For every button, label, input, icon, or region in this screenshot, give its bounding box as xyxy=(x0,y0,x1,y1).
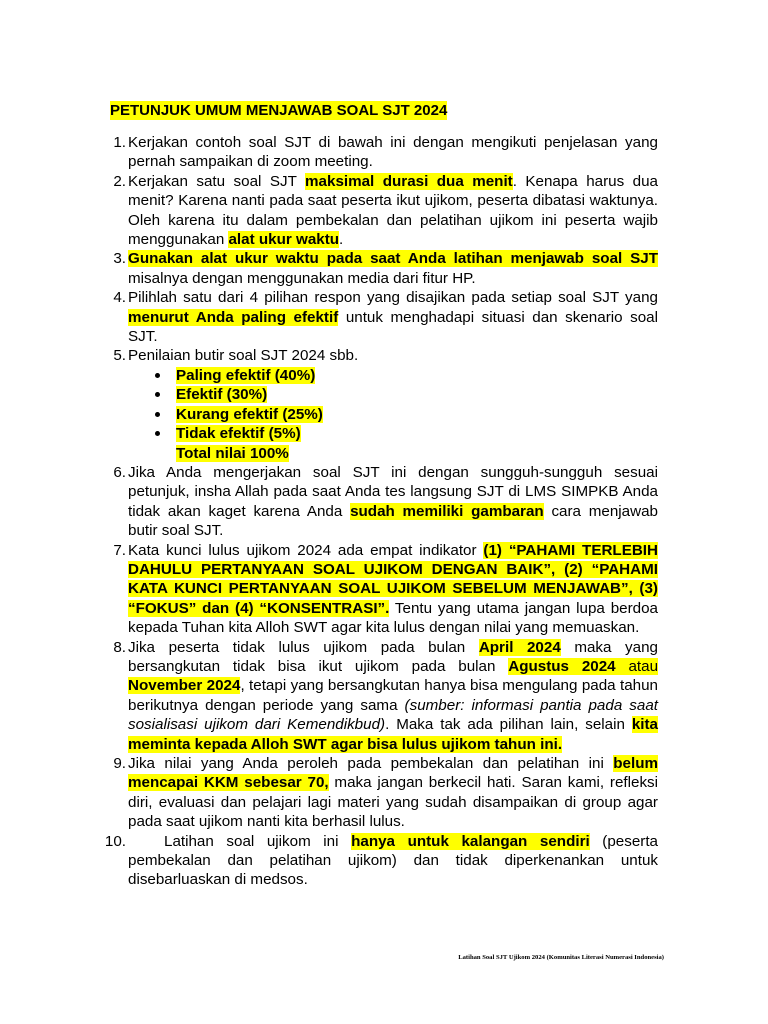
highlighted-text: Gunakan alat ukur waktu pada saat Anda latihan menjawab soal SJT xyxy=(128,250,658,268)
total-label: Total nilai 100% xyxy=(176,444,289,462)
score-list xyxy=(128,366,658,463)
item-number: 7. xyxy=(113,541,126,559)
item-text: Pilihlah satu dari 4 pilihan respon yang disajikan pada setiap soal SJT yang xyxy=(128,289,658,307)
score-item xyxy=(128,385,658,404)
highlighted-text: belum mencapai KKM sebesar 70, xyxy=(128,755,658,792)
item-text: Jika nilai yang Anda peroleh pada pembekalan dan pelatihan ini xyxy=(128,755,614,772)
item-number: 9. xyxy=(113,755,126,772)
item-number: 10. xyxy=(104,832,126,850)
page-footer: Latihan Soal SJT Ujikom 2024 (Komunitas Literasi Numerasi Indonesia) xyxy=(458,954,664,961)
score-label: Tidak efektif (5%) xyxy=(176,425,301,443)
item-number: 3. xyxy=(113,250,126,268)
item-text: Latihan soal ujikom ini xyxy=(164,832,352,850)
score-item xyxy=(128,424,658,443)
item-text: maka yang bersangkutan tidak bisa ikut ujikom pada bulan xyxy=(128,638,658,675)
item-text: . xyxy=(339,231,344,249)
list-item-8 xyxy=(90,638,658,754)
bullet-icon xyxy=(155,431,160,436)
list-item-9 xyxy=(90,754,658,832)
highlighted-text: maksimal durasi dua menit xyxy=(305,172,513,190)
score-total xyxy=(128,444,658,463)
highlighted-text: (1) “PAHAMI TERLEBIH DAHULU PERTANYAAN SOAL UJIKOM DENGAN BAIK”, (2) “PAHAMI KATA KUNCI PERTANYAAN SOAL UJIKOM SEBELUM MENJAWAB”, (3) “FOKUS” dan (4) “KONSENTRASI”. xyxy=(128,541,658,617)
item-text: , tetapi yang bersangkutan hanya bisa mengulang pada tahun berikutnya dengan periode yang sama xyxy=(128,677,658,714)
bullet-icon xyxy=(155,392,160,397)
item-number: 8. xyxy=(113,638,126,656)
list-item-1 xyxy=(90,133,658,172)
item-text: Kerjakan contoh soal SJT di bawah ini dengan mengikuti penjelasan yang pernah sampaikan di zoom meeting. xyxy=(128,134,658,171)
highlighted-text: April 2024 xyxy=(478,638,561,656)
item-number: 6. xyxy=(113,463,126,481)
item-text: Jika Anda mengerjakan soal SJT ini dengan sungguh-sungguh sesuai petunjuk, insha Allah pada saat Anda tes langsung SJT di LMS SIMPKB Anda tidak akan kaget karena Anda xyxy=(128,463,658,520)
list-item-3 xyxy=(90,249,658,288)
bullet-icon xyxy=(155,412,160,417)
highlighted-text: atau xyxy=(615,657,659,675)
item-text: Penilaian butir soal SJT 2024 sbb. xyxy=(128,347,359,365)
item-text: maka jangan berkecil hati. Saran kami, refleksi diri, evaluasi dan pelajari lagi materi yang sudah disampaikan di group agar pada saat ujikom nanti kita berhasil lulus. xyxy=(128,774,658,831)
highlighted-text: sudah memiliki gambaran xyxy=(350,502,544,520)
highlighted-text: menurut Anda paling efektif xyxy=(128,308,339,326)
highlighted-text: alat ukur waktu xyxy=(228,231,340,249)
instruction-list xyxy=(90,133,658,890)
list-item-6 xyxy=(90,463,658,541)
item-text: misalnya dengan menggunakan media dari fitur HP. xyxy=(128,269,476,287)
list-item-10 xyxy=(90,832,658,890)
item-text: Kata kunci lulus ujikom 2024 ada empat indikator xyxy=(128,541,484,559)
item-text: (peserta pembekalan dan pelatihan ujikom) dan tidak diperkenankan untuk disebarluaskan di medsos. xyxy=(128,832,658,889)
score-label: Kurang efektif (25%) xyxy=(176,405,323,423)
item-number: 5. xyxy=(113,347,126,365)
item-number: 1. xyxy=(113,134,126,151)
page-title: PETUNJUK UMUM MENJAWAB SOAL SJT 2024 xyxy=(110,102,448,119)
highlighted-text: kita meminta kepada Alloh SWT agar bisa lulus ujikom tahun ini. xyxy=(128,716,658,753)
item-text: . Maka tak ada pilihan lain, selain xyxy=(385,716,632,734)
list-item-7 xyxy=(90,541,658,638)
item-text: Tentu yang utama jangan lupa berdoa kepada Tuhan kita Alloh SWT agar kita lulus dengan nilai yang memuaskan. xyxy=(128,599,658,637)
item-text: untuk menghadapi situasi dan skenario soal SJT. xyxy=(128,308,658,346)
list-item-2 xyxy=(90,172,658,250)
list-item-5 xyxy=(90,346,658,462)
item-text: cara menjawab butir soal SJT. xyxy=(128,502,658,540)
bullet-icon xyxy=(155,373,160,378)
highlighted-text: Agustus 2024 xyxy=(508,657,616,675)
list-item-4 xyxy=(90,288,658,346)
score-label: Paling efektif (40%) xyxy=(176,366,316,384)
item-text: . Kenapa harus dua menit? Karena nanti pada saat peserta ikut ujikom, peserta dibatasi waktunya. Oleh karena itu dalam pembekalan dan pelatihan ujikom ini peserta wajib menggunakan xyxy=(128,172,658,249)
highlighted-text: November 2024 xyxy=(128,677,241,695)
item-text: Jika peserta tidak lulus ujikom pada bulan xyxy=(128,638,479,656)
score-item xyxy=(128,366,658,385)
item-number: 2. xyxy=(113,172,126,190)
source-note: (sumber: informasi pantia pada saat sosialisasi ujikom dari Kemendikbud) xyxy=(128,696,658,734)
score-label: Efektif (30%) xyxy=(176,386,268,404)
highlighted-text: hanya untuk kalangan sendiri xyxy=(351,832,590,850)
score-item xyxy=(128,405,658,424)
item-number: 4. xyxy=(113,289,126,307)
item-text: Kerjakan satu soal SJT xyxy=(128,172,306,190)
